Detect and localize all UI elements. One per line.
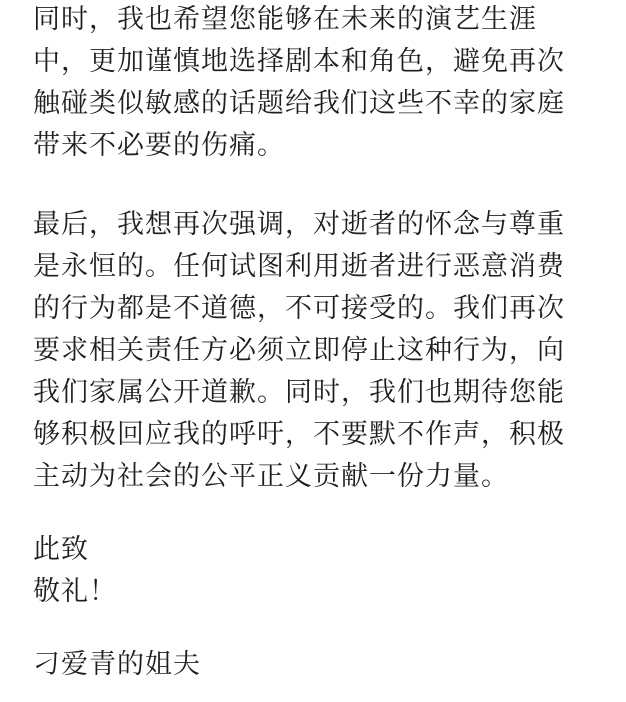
paragraph-1-line-4: 带来不必要的伤痛。 xyxy=(33,130,285,161)
paragraph-2-line-6: 够积极回应我的呼吁，不要默不作声，积极 xyxy=(33,419,565,450)
paragraph-2-line-5: 我们家属公开道歉。同时，我们也期待您能 xyxy=(33,377,565,408)
paragraph-2-line-7: 主动为社会的公平正义贡献一份力量。 xyxy=(33,461,509,492)
paragraph-2-line-3: 的行为都是不道德，不可接受的。我们再次 xyxy=(33,293,565,324)
paragraph-2-line-1: 最后，我想再次强调，对逝者的怀念与尊重 xyxy=(33,209,565,240)
paragraph-1-line-3: 触碰类似敏感的话题给我们这些不幸的家庭 xyxy=(33,88,565,119)
paragraph-1-line-2: 中，更加谨慎地选择剧本和角色，避免再次 xyxy=(33,46,565,77)
paragraph-1-line-1: 同时，我也希望您能够在未来的演艺生涯 xyxy=(33,4,537,35)
signature: 刁爱青的姐夫 xyxy=(33,649,201,680)
closing-salutation: 此致 xyxy=(33,534,89,565)
closing-regards: 敬礼！ xyxy=(33,576,117,607)
paragraph-2-line-4: 要求相关责任方必须立即停止这种行为，向 xyxy=(33,335,565,366)
paragraph-2-line-2: 是永恒的。任何试图利用逝者进行恶意消费 xyxy=(33,251,565,282)
